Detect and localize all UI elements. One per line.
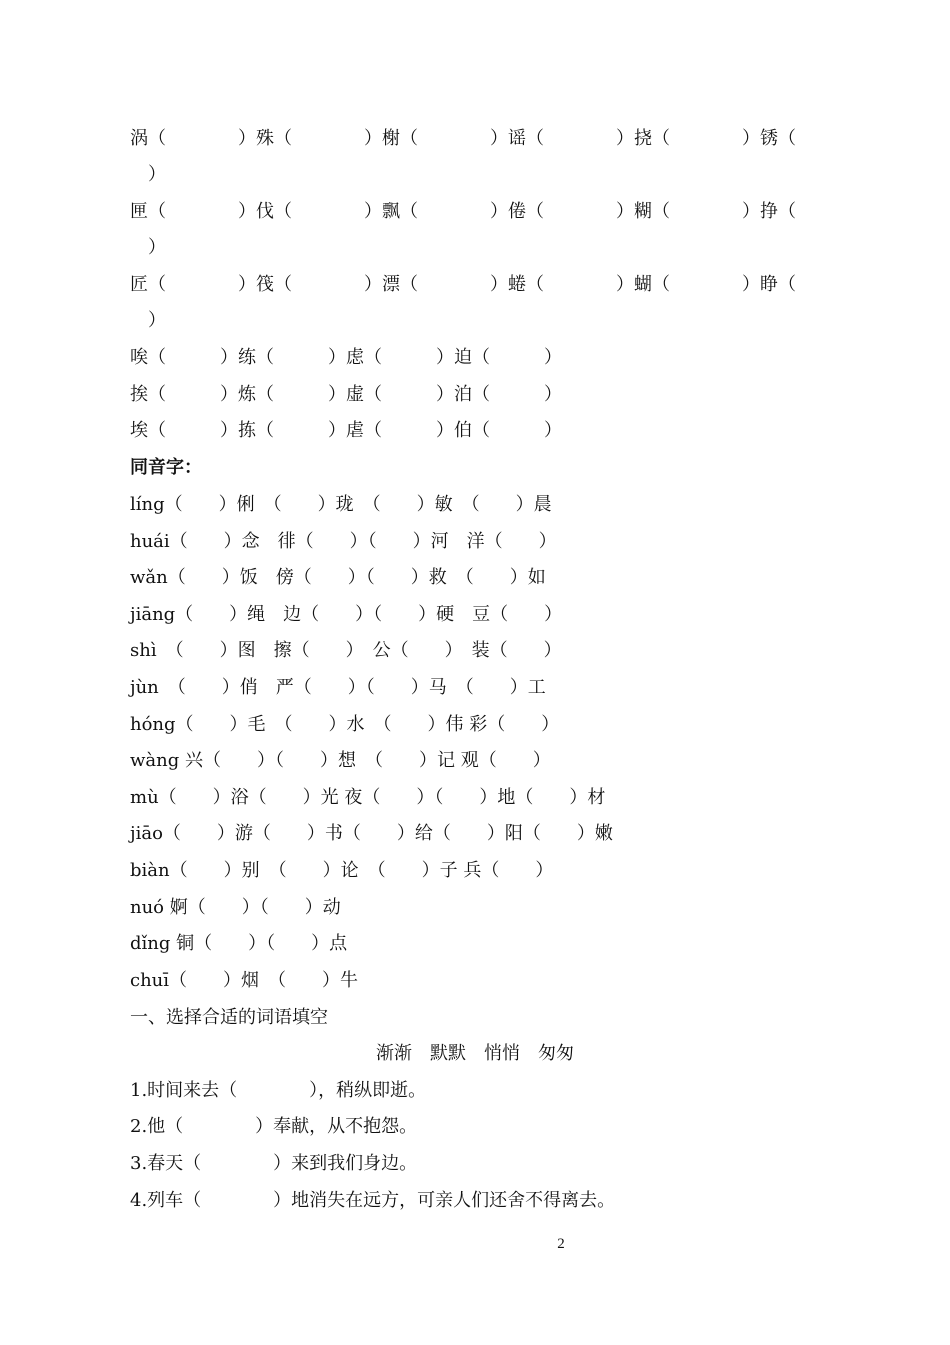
homophone-row: chuī（ ）烟 （ ）牛: [130, 970, 359, 991]
fill-item: 1.时间来去（ ），稍纵即逝。: [130, 1080, 427, 1101]
exercise-row: 唉（ ）练（ ）虑（ ）迫（ ）: [130, 347, 562, 368]
exercise-row: 涡（ ）殊（ ）榭（ ）谣（ ）挠（ ）锈（: [130, 128, 796, 149]
fill-item: 3.春天（ ）来到我们身边。: [130, 1153, 418, 1174]
word-bank: 渐渐 默默 悄悄 匆匆: [376, 1043, 574, 1064]
fill-item: 2.他（ ）奉献，从不抱怨。: [130, 1116, 418, 1137]
section-title: 一、选择合适的词语填空: [130, 1007, 328, 1028]
exercise-row-continuation: ）: [130, 237, 166, 258]
exercise-row: 挨（ ）炼（ ）虚（ ）泊（ ）: [130, 384, 562, 405]
homophone-row: líng（ ）俐 （ ）珑 （ ）敏 （ ）晨: [130, 494, 552, 515]
exercise-row-continuation: ）: [130, 310, 166, 331]
homophone-row: wǎn（ ）饭 傍（ ）（ ）救 （ ）如: [130, 567, 546, 588]
page-number: 2: [557, 1236, 565, 1252]
exercise-row: 埃（ ）拣（ ）虐（ ）伯（ ）: [130, 420, 562, 441]
homophone-row: wàng 兴（ ）（ ）想 （ ）记 观（ ）: [130, 750, 551, 771]
homophone-row: mù（ ）浴（ ）光 夜（ ）（ ）地（ ）材: [130, 787, 606, 808]
homophone-row: hóng（ ）毛 （ ）水 （ ）伟 彩（ ）: [130, 714, 560, 735]
homophone-row: jiāo（ ）游（ ）书（ ）给（ ）阳（ ）嫩: [130, 823, 613, 844]
fill-item: 4.列车（ ）地消失在远方，可亲人们还舍不得离去。: [130, 1190, 616, 1211]
exercise-row: 匣（ ）伐（ ）飘（ ）倦（ ）糊（ ）挣（: [130, 201, 796, 222]
homophone-row: huái（ ）念 徘（ ）（ ）河 洋（ ）: [130, 531, 557, 552]
exercise-row: 匠（ ）筏（ ）漂（ ）蜷（ ）蝴（ ）睁（: [130, 274, 796, 295]
homophone-row: shì （ ）图 擦（ ） 公（ ） 装（ ）: [130, 640, 562, 661]
homophone-heading: 同音字：: [130, 457, 202, 478]
homophone-row: jiāng（ ）绳 边（ ）（ ）硬 豆（ ）: [130, 604, 563, 625]
homophone-row: jùn （ ）俏 严（ ）（ ）马 （ ）工: [130, 677, 546, 698]
homophone-row: dǐng 铜（ ）（ ）点: [130, 933, 348, 954]
homophone-row: biàn（ ）别 （ ）论 （ ）子 兵（ ）: [130, 860, 554, 881]
homophone-row: nuó 婀（ ）（ ）动: [130, 897, 341, 918]
exercise-row-continuation: ）: [130, 164, 166, 185]
